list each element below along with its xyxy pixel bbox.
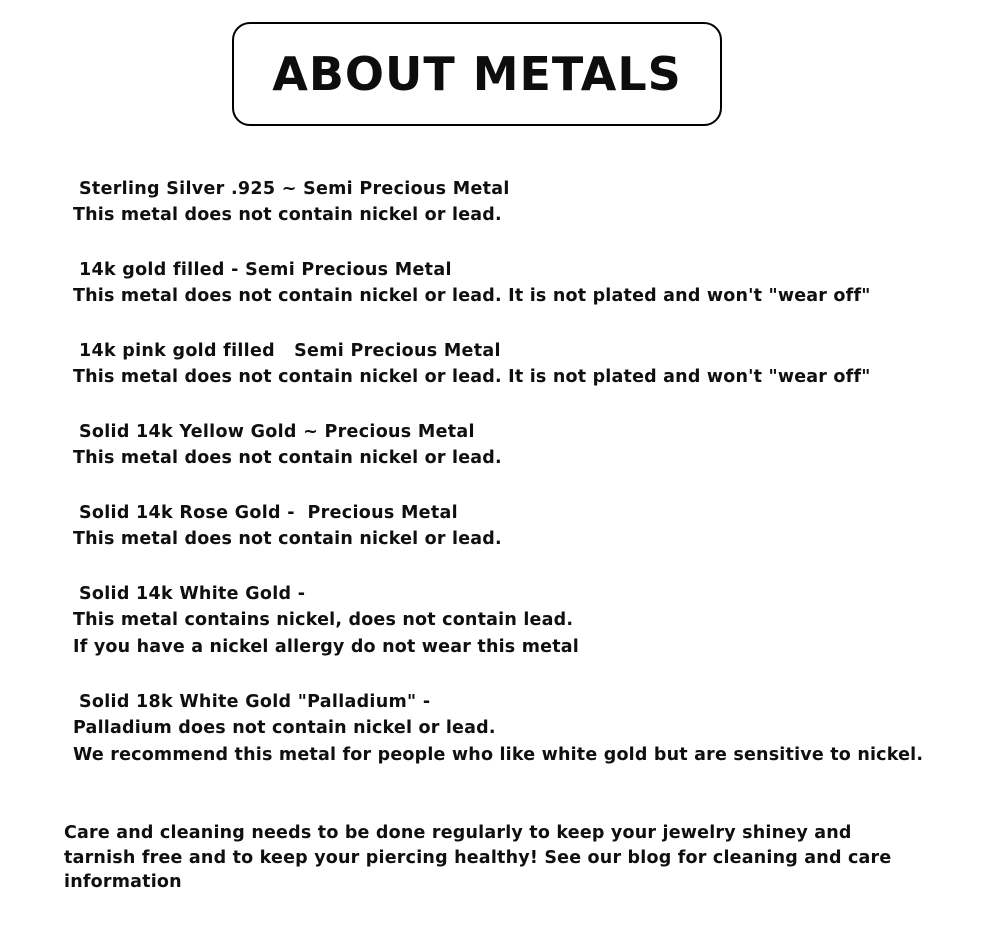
section-14k-pink-gold-filled	[73, 338, 988, 391]
metal-description: This metal contains nickel, does not contain lead.	[73, 610, 574, 630]
metal-description: If you have a nickel allergy do not wear this metal	[73, 637, 579, 657]
metal-heading: Solid 14k Yellow Gold ~ Precious Metal	[79, 422, 475, 442]
metal-description: This metal does not contain nickel or lead.	[73, 205, 502, 225]
title-box	[232, 22, 722, 126]
metal-description: This metal does not contain nickel or lead.	[73, 529, 502, 549]
section-solid-18k-white-gold-palladium	[73, 689, 988, 769]
care-note-line: information	[64, 872, 182, 892]
metal-heading: Solid 18k White Gold "Palladium" -	[79, 692, 431, 712]
section-solid-14k-yellow-gold	[73, 419, 988, 472]
section-solid-14k-rose-gold	[73, 500, 988, 553]
metal-description: Palladium does not contain nickel or lead.	[73, 718, 496, 738]
metal-description: This metal does not contain nickel or lead.	[73, 448, 502, 468]
metal-heading: Sterling Silver .925 ~ Semi Precious Metal	[79, 179, 510, 199]
metal-heading: Solid 14k Rose Gold - Precious Metal	[79, 503, 458, 523]
section-sterling-silver	[73, 176, 988, 229]
metal-heading: Solid 14k White Gold -	[79, 584, 306, 604]
metal-sections	[73, 176, 988, 769]
section-solid-14k-white-gold	[73, 581, 988, 661]
metal-heading: 14k pink gold filled Semi Precious Metal	[79, 341, 501, 361]
about-metals-page	[0, 22, 988, 895]
metal-description: This metal does not contain nickel or lead. It is not plated and won't "wear off"	[73, 286, 871, 306]
metal-description: This metal does not contain nickel or lead. It is not plated and won't "wear off"	[73, 367, 871, 387]
care-and-cleaning-note	[64, 821, 964, 895]
metal-description: We recommend this metal for people who like white gold but are sensitive to nickel.	[73, 745, 924, 765]
page-title: ABOUT METALS	[272, 47, 682, 101]
care-note-line: tarnish free and to keep your piercing healthy! See our blog for cleaning and care	[64, 847, 892, 868]
metal-heading: 14k gold filled - Semi Precious Metal	[79, 260, 452, 280]
section-14k-gold-filled	[73, 257, 988, 310]
care-note-line: Care and cleaning needs to be done regularly to keep your jewelry shiney and	[64, 823, 852, 843]
